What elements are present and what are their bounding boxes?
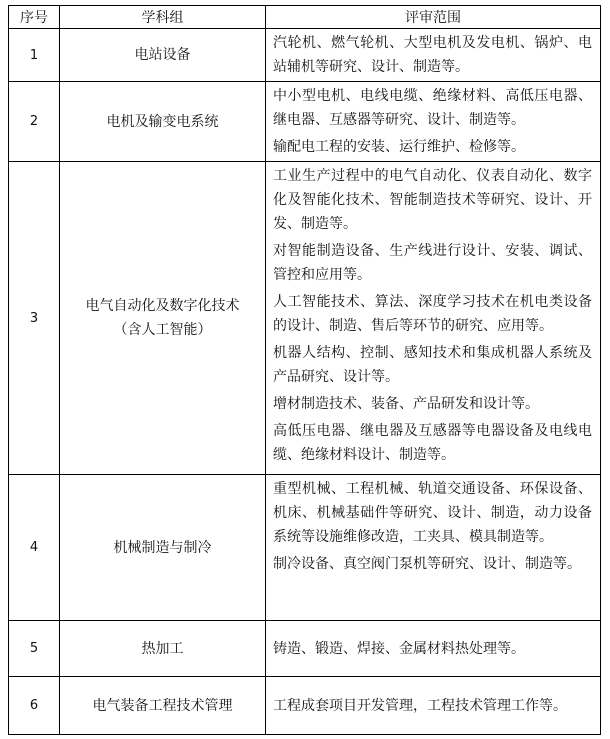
row-seq: 2 [9,82,60,162]
scope-paragraph: 中小型电机、电线电缆、绝缘材料、高低压电器、继电器、互感器等研究、设计、制造等。 [273,88,592,128]
row-seq: 6 [9,677,60,735]
scope-paragraph: 对智能制造设备、生产线进行设计、安装、调试、管控和应用等。 [273,243,592,283]
row-scope [266,621,601,677]
row-seq: 3 [9,162,60,475]
row-scope [266,29,601,82]
row-seq: 5 [9,621,60,677]
scope-paragraph: 汽轮机、燃气轮机、大型电机及发电机、锅炉、电站辅机等研究、设计、制造等。 [273,35,592,75]
table-row [9,82,601,162]
scope-paragraph: 铸造、锻造、焊接、金属材料热处理等。 [273,640,525,657]
row-seq: 4 [9,475,60,621]
table-row [9,29,601,82]
row-scope [266,475,601,621]
table-row [9,162,601,475]
row-group: 电站设备 [60,29,266,82]
scope-paragraph: 输配电工程的安装、运行维护、检修等。 [273,139,525,155]
header-seq: 序号 [9,6,60,29]
scope-paragraph: 机器人结构、控制、感知技术和集成机器人系统及产品研究、设计等。 [273,345,592,385]
row-group: 热加工 [60,621,266,677]
scope-paragraph: 工业生产过程中的电气自动化、仪表自动化、数字化及智能化技术、智能制造技术等研究、设计、开发、制造等。 [273,168,592,232]
header-scope: 评审范围 [266,6,601,29]
scope-paragraph: 工程成套项目开发管理，工程技术管理工作等。 [273,697,567,714]
table-row [9,677,601,735]
table-row [9,621,601,677]
row-group: 电气装备工程技术管理 [60,677,266,735]
scope-paragraph: 制冷设备、真空阀门泵机等研究、设计、制造等。 [273,556,581,572]
scope-paragraph: 高低压电器、继电器及互感器等电器设备及电线电缆、绝缘材料设计、制造等。 [273,423,592,463]
scope-paragraph: 人工智能技术、算法、深度学习技术在机电类设备的设计、制造、售后等环节的研究、应用等。 [273,294,592,334]
header-group: 学科组 [60,6,266,29]
row-group-line1: 电气自动化及数字化技术 [85,298,240,314]
row-seq: 1 [9,29,60,82]
row-group: 电机及输变电系统 [60,82,266,162]
scope-paragraph: 增材制造技术、装备、产品研发和设计等。 [273,396,539,412]
row-scope [266,677,601,735]
table-row [9,475,601,621]
row-group [60,162,266,475]
row-scope [266,82,601,162]
table-header-row [9,6,601,29]
scope-paragraph: 重型机械、工程机械、轨道交通设备、环保设备、机床、机械基础件等研究、设计、制造，动力设备系统等设施维修改造，工夹具、模具制造等。 [273,481,592,545]
review-scope-table [8,5,601,735]
row-group: 机械制造与制冷 [60,475,266,621]
row-group-line2: （含人工智能） [113,322,212,338]
row-scope [266,162,601,475]
